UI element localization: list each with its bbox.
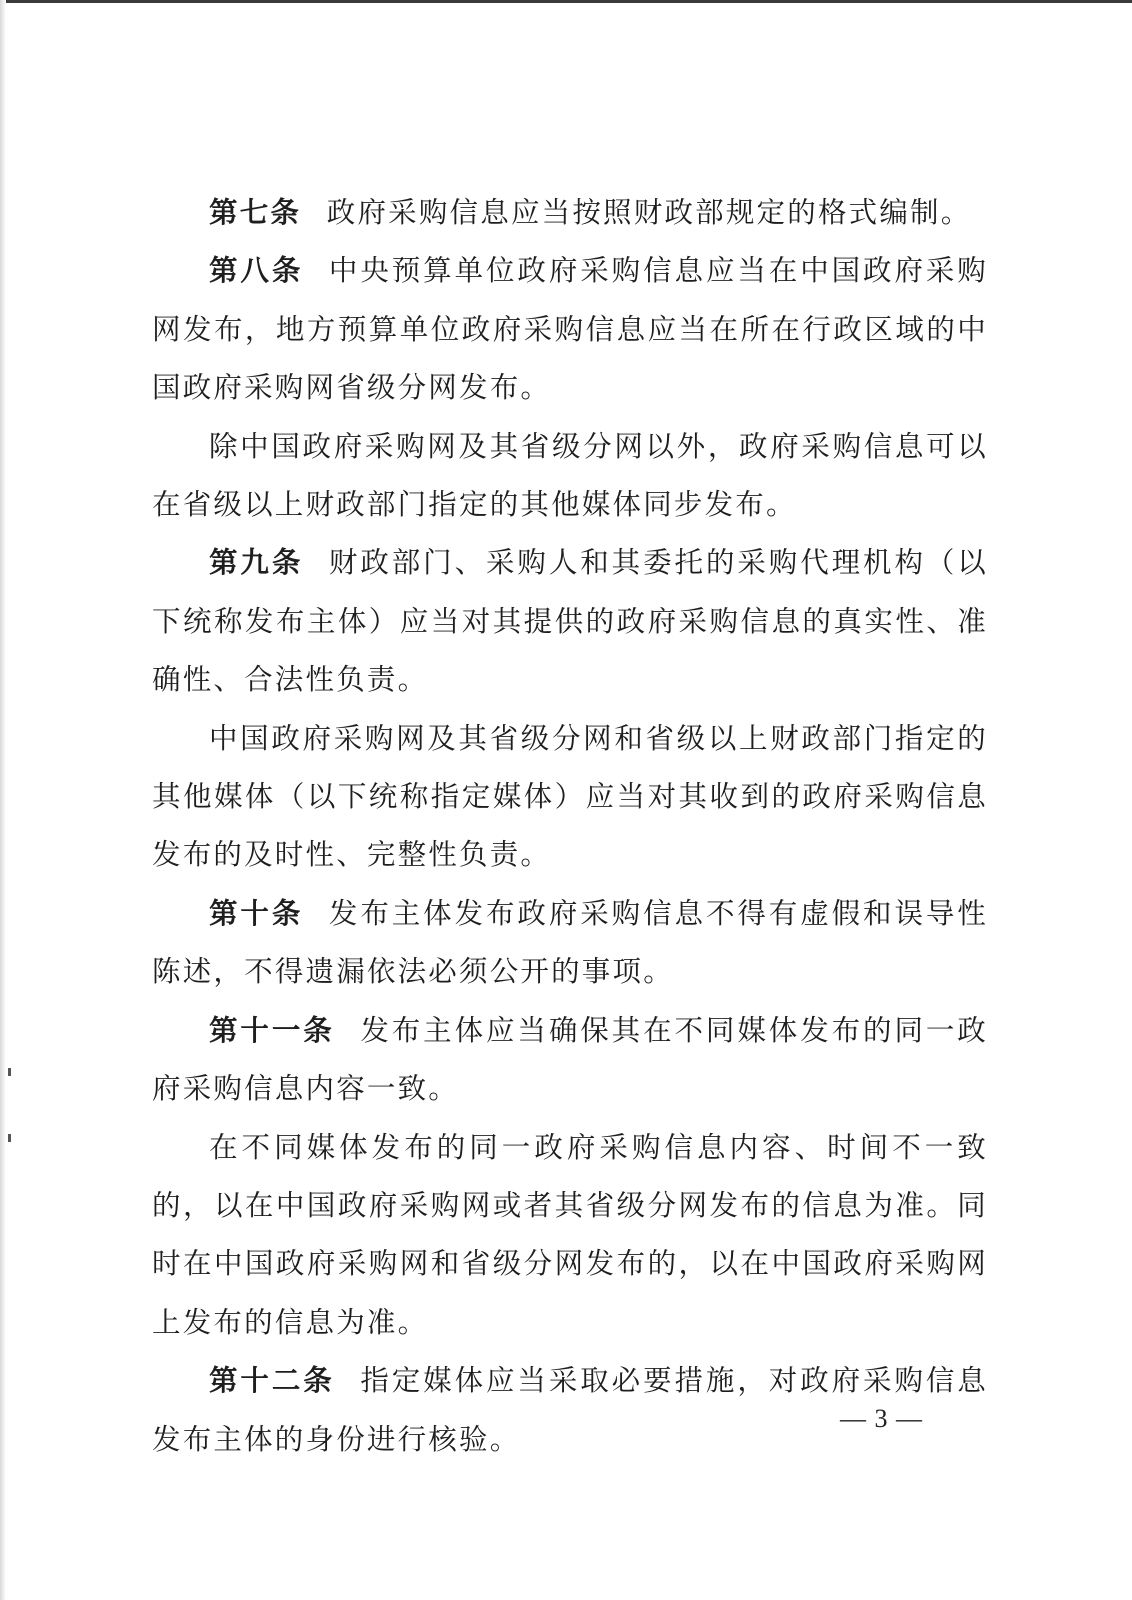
- paragraph-article-9: [152, 534, 988, 709]
- paragraph-article-8-clause-2: [152, 418, 988, 535]
- article-text: 发布主体发布政府采购信息不得有虚假和误导性陈述，不得遗漏依法必须公开的事项。: [152, 896, 988, 989]
- document-body: [152, 184, 988, 1469]
- paragraph-article-9-clause-2: [152, 710, 988, 885]
- paragraph-article-11: [152, 1002, 988, 1119]
- article-text: 中央预算单位政府采购信息应当在中国政府采购网发布，地方预算单位政府采购信息应当在所在行政区域的中国政府采购网省级分网发布。: [152, 254, 988, 405]
- article-text: 除中国政府采购网及其省级分网以外，政府采购信息可以在省级以上财政部门指定的其他媒体同步发布。: [152, 429, 988, 522]
- article-text: 财政部门、采购人和其委托的采购代理机构（以下统称发布主体）应当对其提供的政府采购信息的真实性、准确性、合法性负责。: [152, 546, 988, 697]
- paragraph-article-11-clause-2: [152, 1119, 988, 1353]
- article-text: 中国政府采购网及其省级分网和省级以上财政部门指定的其他媒体（以下统称指定媒体）应当对其收到的政府采购信息发布的及时性、完整性负责。: [152, 721, 988, 872]
- article-text: 政府采购信息应当按照财政部规定的格式编制。: [326, 196, 972, 229]
- scan-left-edge: [0, 0, 6, 1600]
- scan-mark: [8, 1068, 11, 1076]
- article-number: 第八条: [209, 254, 304, 288]
- scan-top-border: [0, 0, 1132, 3]
- article-text: 指定媒体应当采取必要措施，对政府采购信息发布主体的身份进行核验。: [152, 1364, 988, 1456]
- page-number: — 3 —: [840, 1404, 923, 1433]
- article-number: 第七条: [209, 196, 302, 229]
- article-number: 第十一条: [209, 1013, 335, 1047]
- article-number: 第十条: [209, 896, 304, 930]
- article-number: 第十二条: [209, 1364, 335, 1398]
- scan-mark: [8, 1134, 11, 1142]
- article-text: 发布主体应当确保其在不同媒体发布的同一政府采购信息内容一致。: [152, 1013, 988, 1106]
- paragraph-article-7: [152, 184, 988, 242]
- paragraph-article-8: [152, 242, 988, 417]
- paragraph-article-10: [152, 885, 988, 1002]
- article-text: 在不同媒体发布的同一政府采购信息内容、时间不一致的，以在中国政府采购网或者其省级分网发布的信息为准。同时在中国政府采购网和省级分网发布的，以在中国政府采购网上发布的信息为准。: [152, 1130, 988, 1339]
- article-number: 第九条: [209, 546, 304, 580]
